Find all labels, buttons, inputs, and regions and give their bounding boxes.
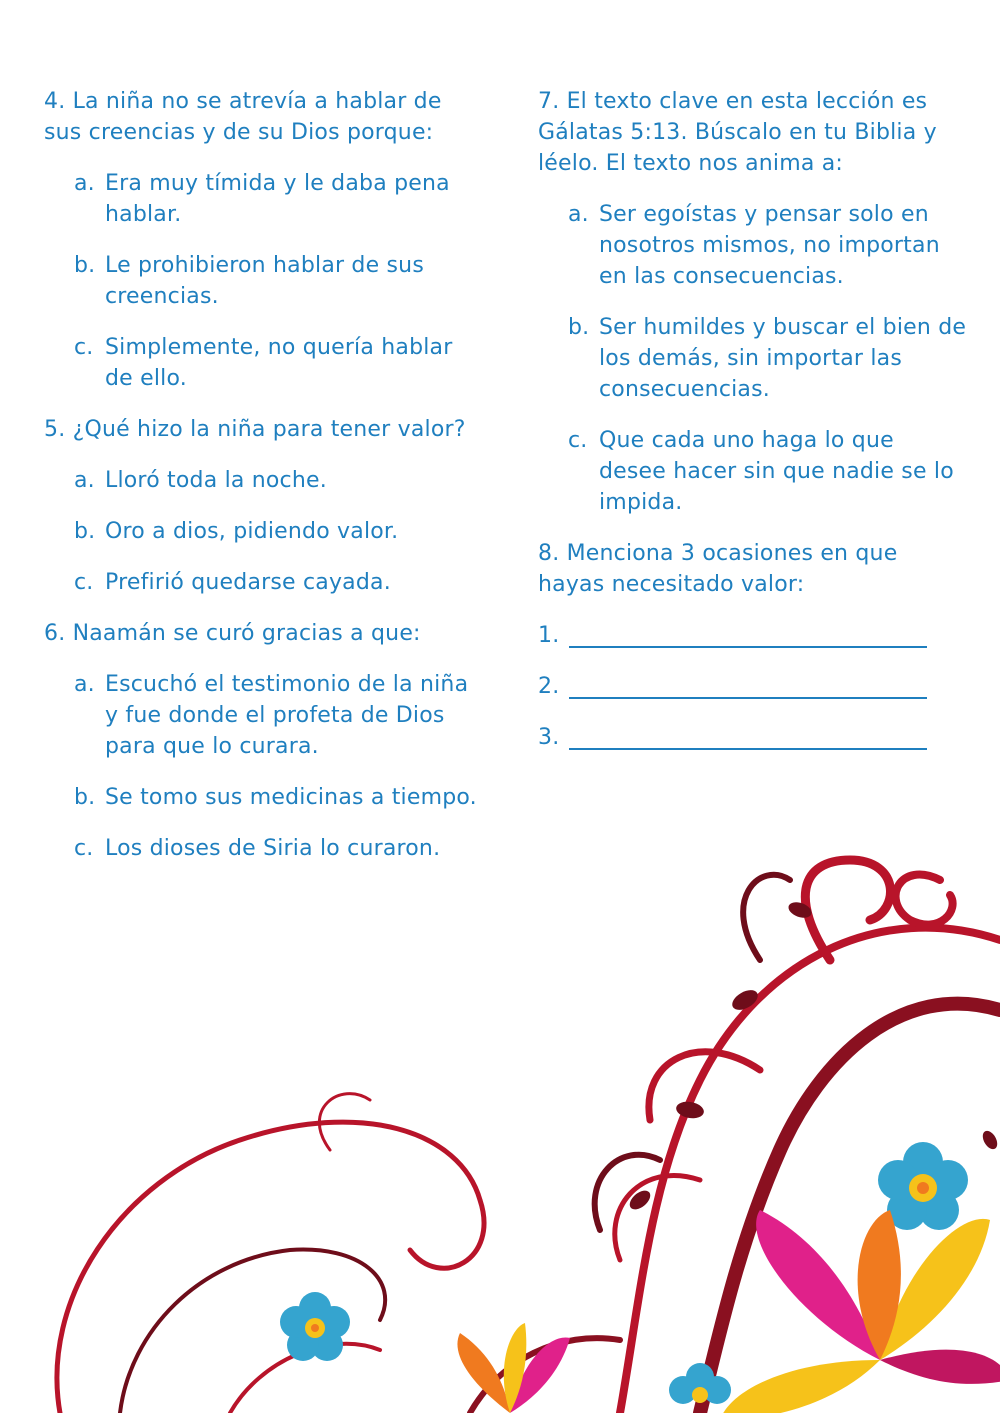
option-text: Le prohibieron hablar de sus creencias. — [105, 253, 424, 309]
option-text: Que cada uno haga lo que desee hacer sin que nadie se lo impida. — [599, 428, 954, 515]
option-4b[interactable] — [44, 250, 484, 312]
answer-blank[interactable] — [569, 697, 927, 699]
question-4-options — [44, 168, 484, 394]
option-text: Se tomo sus medicinas a tiempo. — [105, 785, 477, 810]
question-6: 6. Naamán se curó gracias a que: — [44, 621, 421, 646]
option-7b[interactable] — [538, 312, 968, 405]
option-letter: b. — [74, 519, 96, 544]
option-6b[interactable] — [44, 782, 484, 813]
answer-number: 3. — [538, 725, 560, 750]
option-text: Escuchó el testimonio de la niña y fue donde el profeta de Dios para que lo curara. — [105, 672, 469, 759]
answer-blank[interactable] — [569, 748, 927, 750]
option-text: Era muy tímida y le daba pena hablar. — [105, 171, 450, 227]
option-text: Ser humildes y buscar el bien de los demás, sin importar las consecuencias. — [599, 315, 967, 402]
answer-number: 1. — [538, 623, 560, 648]
option-text: Los dioses de Siria lo curaron. — [105, 836, 441, 861]
option-letter: c. — [74, 570, 94, 595]
answer-number: 2. — [538, 674, 560, 699]
question-7: 7. El texto clave en esta lección es Gálatas 5:13. Búscalo en tu Biblia y léelo. El texto nos anima a: — [538, 89, 937, 176]
option-text: Simplemente, no quería hablar de ello. — [105, 335, 453, 391]
option-text: Prefirió quedarse cayada. — [105, 570, 391, 595]
question-8: 8. Menciona 3 ocasiones en que hayas necesitado valor: — [538, 541, 898, 597]
option-text: Ser egoístas y pensar solo en nosotros mismos, no importan en las consecuencias. — [599, 202, 940, 289]
option-letter: a. — [74, 672, 95, 697]
question-6-options — [44, 669, 484, 864]
option-letter: c. — [568, 428, 588, 453]
question-7-options — [538, 199, 968, 518]
question-4: 4. La niña no se atrevía a hablar de sus creencias y de su Dios porque: — [44, 89, 442, 145]
option-letter: a. — [74, 468, 95, 493]
option-letter: b. — [74, 785, 96, 810]
option-7c[interactable] — [538, 425, 968, 518]
option-letter: b. — [74, 253, 96, 278]
option-letter: b. — [568, 315, 590, 340]
answer-line-2[interactable] — [538, 671, 968, 702]
option-letter: c. — [74, 836, 94, 861]
option-5b[interactable] — [44, 516, 484, 547]
option-5a[interactable] — [44, 465, 484, 496]
answer-line-1[interactable] — [538, 620, 968, 651]
option-4a[interactable] — [44, 168, 484, 230]
question-5-options — [44, 465, 484, 598]
question-5: 5. ¿Qué hizo la niña para tener valor? — [44, 417, 466, 442]
option-text: Oro a dios, pidiendo valor. — [105, 519, 399, 544]
option-text: Lloró toda la noche. — [105, 468, 327, 493]
option-7a[interactable] — [538, 199, 968, 292]
option-6a[interactable] — [44, 669, 484, 762]
answer-line-3[interactable] — [538, 722, 968, 753]
option-letter: a. — [74, 171, 95, 196]
answer-blank[interactable] — [569, 646, 927, 648]
option-4c[interactable] — [44, 332, 484, 394]
option-letter: a. — [568, 202, 589, 227]
option-6c[interactable] — [44, 833, 484, 864]
option-5c[interactable] — [44, 567, 484, 598]
option-letter: c. — [74, 335, 94, 360]
right-column — [538, 86, 968, 773]
left-column — [44, 86, 484, 884]
